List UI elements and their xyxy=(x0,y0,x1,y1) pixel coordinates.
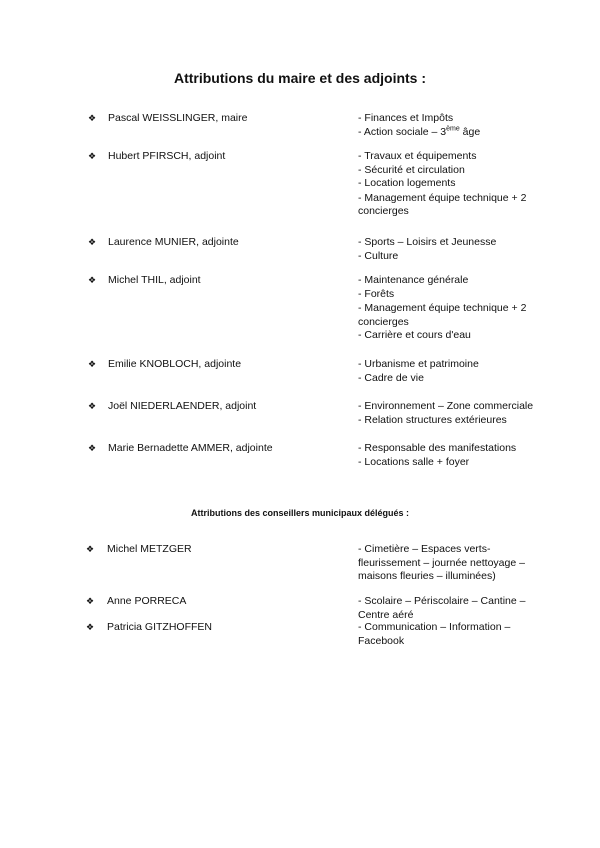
duty-item: - Cimetière – Espaces verts-fleurissement – journée nettoyage – maisons fleuries – illuminées) xyxy=(358,543,525,582)
duty-item: - Responsable des manifestations xyxy=(358,442,517,454)
duty-item: - Maintenance générale xyxy=(358,274,469,286)
person-name: Patricia GITZHOFFEN xyxy=(107,621,213,633)
duty-item: - Locations salle + foyer xyxy=(358,455,470,468)
bullet-icon: ❖ xyxy=(88,275,97,285)
section-subtitle: Attributions des conseillers municipaux délégués : xyxy=(190,508,410,518)
duty-item: - Culture xyxy=(358,249,399,262)
duty-item: - Carrière et cours d'eau xyxy=(358,329,471,341)
duties-list xyxy=(358,621,528,648)
duty-item: - Environnement – Zone commerciale xyxy=(358,400,534,412)
duty-item: - Management équipe technique + 2 concierges xyxy=(358,302,527,328)
person-name: Michel METZGER xyxy=(107,543,192,555)
bullet-icon: ❖ xyxy=(88,113,97,123)
duty-item: - Forêts xyxy=(358,287,395,300)
duty-item: - Communication – Information – Facebook xyxy=(358,621,511,647)
bullet-icon: ❖ xyxy=(86,622,95,632)
person-name: Emilie KNOBLOCH, adjointe xyxy=(108,358,242,370)
person-name: Pascal WEISSLINGER, maire xyxy=(108,112,248,124)
bullet-icon: ❖ xyxy=(88,359,97,369)
person-name: Laurence MUNIER, adjointe xyxy=(108,236,239,248)
duties-list xyxy=(358,358,548,385)
duty-item: - Relation structures extérieures xyxy=(358,413,507,426)
duties-list xyxy=(358,595,538,622)
bullet-icon: ❖ xyxy=(88,237,97,247)
person-name: Anne PORRECA xyxy=(107,595,187,607)
duty-item: - Management équipe technique + 2 concierges xyxy=(358,191,527,217)
person-name: Joël NIEDERLAENDER, adjoint xyxy=(108,400,257,412)
duty-item: - Scolaire – Périscolaire – Cantine – Centre aéré xyxy=(358,595,526,621)
duty-item: - Location logements xyxy=(358,177,456,189)
duties-list xyxy=(358,112,548,139)
bullet-icon: ❖ xyxy=(88,401,97,411)
duty-item: - Sécurité et circulation xyxy=(358,163,465,176)
duty-item: - Action sociale – 3ème âge xyxy=(358,125,481,138)
duties-list xyxy=(358,150,548,219)
duty-item: - Finances et Impôts xyxy=(358,112,454,124)
bullet-icon: ❖ xyxy=(86,596,95,606)
person-name: Hubert PFIRSCH, adjoint xyxy=(108,150,226,162)
page-title: Attributions du maire et des adjoints : xyxy=(173,70,427,86)
bullet-icon: ❖ xyxy=(88,151,97,161)
duties-list xyxy=(358,543,546,584)
duties-list xyxy=(358,236,548,263)
person-name: Marie Bernadette AMMER, adjointe xyxy=(108,442,273,454)
duty-item: - Urbanisme et patrimoine xyxy=(358,358,479,370)
bullet-icon: ❖ xyxy=(86,544,95,554)
bullet-icon: ❖ xyxy=(88,443,97,453)
duty-item: - Travaux et équipements xyxy=(358,150,477,162)
person-name: Michel THIL, adjoint xyxy=(108,274,201,286)
duties-list xyxy=(358,400,548,427)
duty-item: - Cadre de vie xyxy=(358,371,424,384)
duties-list xyxy=(358,274,548,343)
duty-item: - Sports – Loisirs et Jeunesse xyxy=(358,236,497,248)
duties-list xyxy=(358,442,548,469)
